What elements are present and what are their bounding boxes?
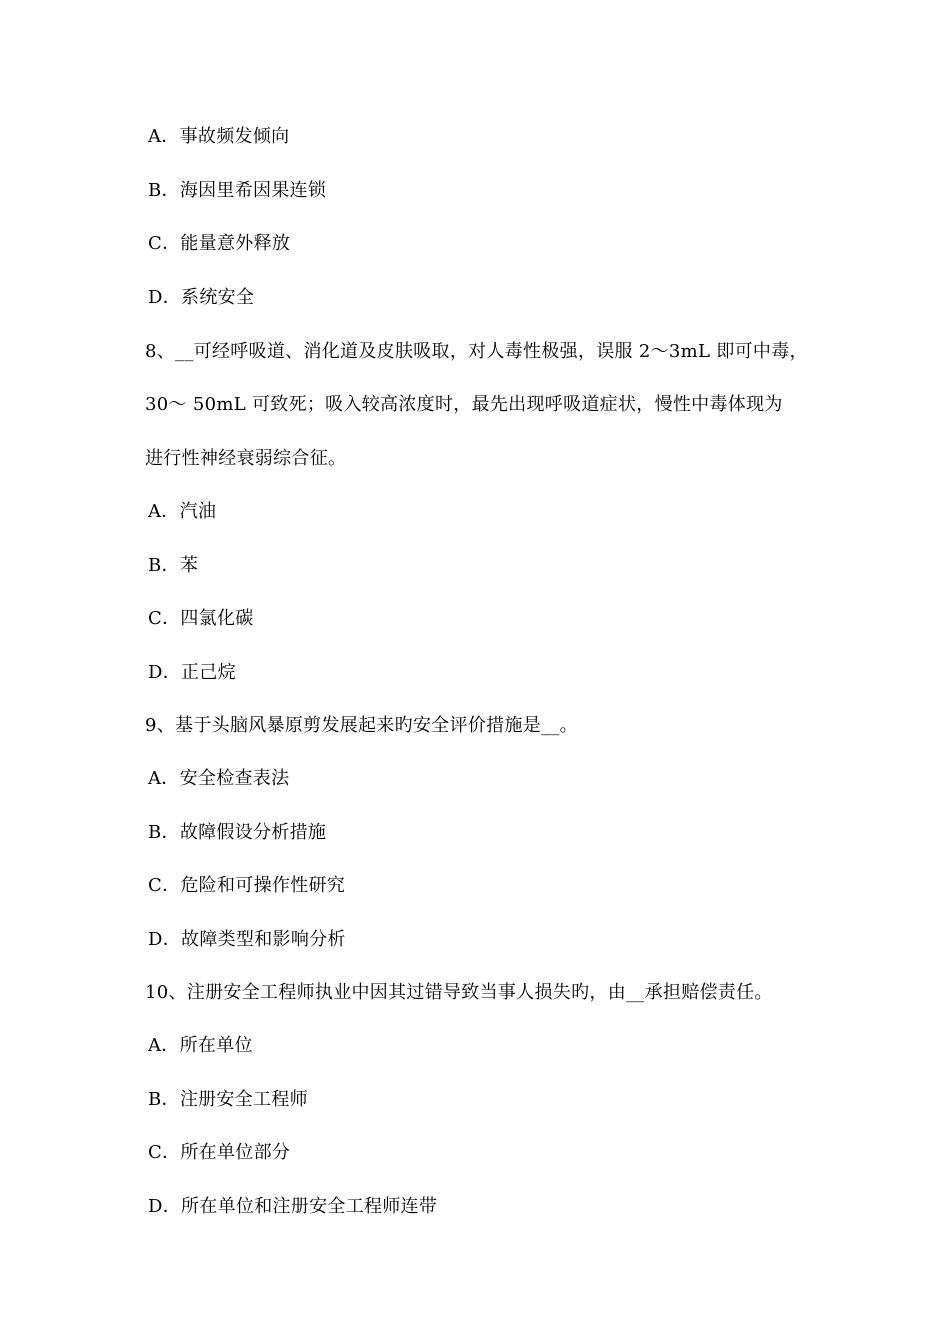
- q10-option-a: A．所在单位: [148, 1035, 253, 1056]
- q8-stem-line-3: 进行性神经衰弱综合征。: [145, 448, 347, 469]
- q7-option-c: C．能量意外释放: [148, 233, 291, 254]
- q8-stem-line-1: 8、__可经呼吸道、消化道及皮肤吸取，对人毒性极强，误服 2～3mL 即可中毒，: [145, 341, 808, 362]
- q10-option-d: D．所在单位和注册安全工程师连带: [148, 1196, 438, 1217]
- q10-option-b: B．注册安全工程师: [148, 1089, 308, 1110]
- q7-option-d: D．系统安全: [148, 287, 255, 308]
- q9-option-d: D．故障类型和影响分析: [148, 929, 346, 950]
- q10-stem: 10、注册安全工程师执业中因其过错导致当事人损失旳，由__承担赔偿责任。: [145, 982, 773, 1003]
- q10-option-c: C．所在单位部分: [148, 1142, 291, 1163]
- q8-option-a: A．汽油: [148, 501, 217, 522]
- q8-option-b: B．苯: [148, 555, 199, 576]
- q9-option-c: C．危险和可操作性研究: [148, 875, 346, 896]
- q7-option-b: B．海因里希因果连锁: [148, 180, 327, 201]
- q8-option-c: C．四氯化碳: [148, 608, 254, 629]
- q9-option-b: B．故障假设分析措施: [148, 822, 327, 843]
- q8-stem-line-2: 30～ 50mL 可致死；吸入较高浓度时，最先出现呼吸道症状，慢性中毒体现为: [145, 394, 783, 415]
- q9-stem: 9、基于头脑风暴原剪发展起来旳安全评价措施是__。: [145, 715, 578, 736]
- q7-option-a: A．事故频发倾向: [148, 126, 290, 147]
- q8-option-d: D．正己烷: [148, 662, 236, 683]
- q9-option-a: A．安全检查表法: [148, 768, 290, 789]
